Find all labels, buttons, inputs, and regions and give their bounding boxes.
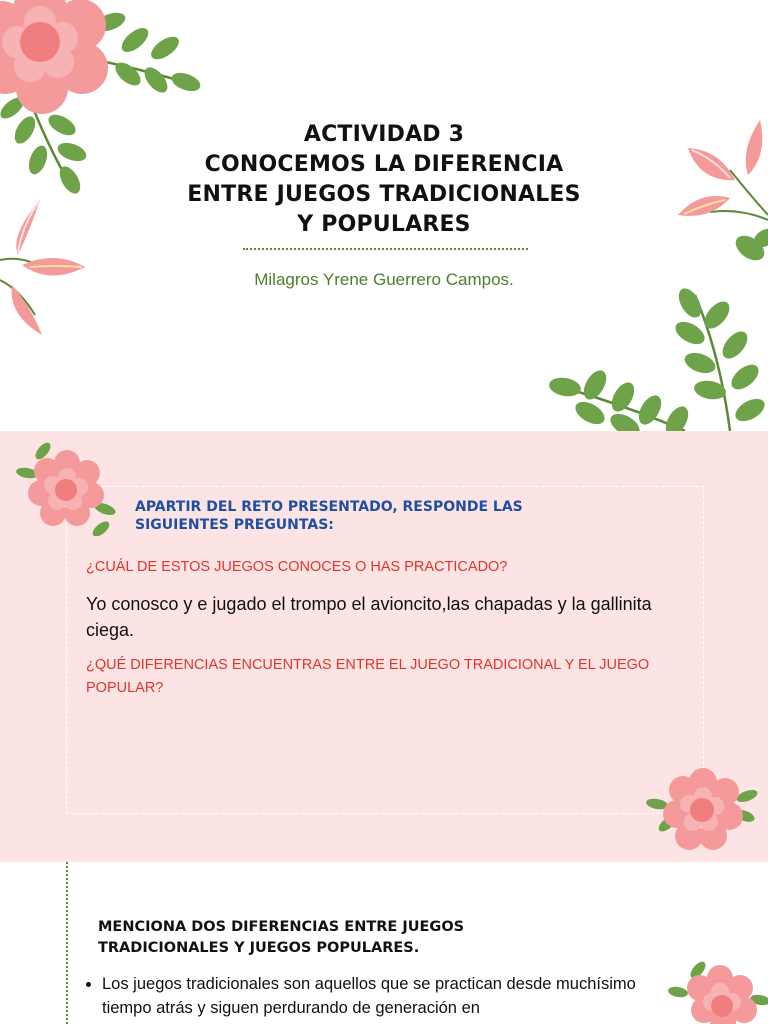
activity-title (100, 120, 668, 240)
questions-heading (135, 498, 635, 534)
answer-1: Yo conosco y e jugado el trompo el avioncito,las chapadas y la gallinita ciega. (86, 594, 652, 640)
lily-left-icon (0, 195, 95, 340)
questions-heading-line-2: SIGUIENTES PREGUNTAS: (135, 517, 334, 533)
questions-slide (0, 431, 768, 862)
title-line-4: Y POPULARES (297, 212, 471, 237)
questions-heading-line-1: APARTIR DEL RETO PRESENTADO, RESPONDE LAS (135, 499, 523, 515)
list-item: • Los juegos tradicionales son aquellos que se practican desde muchísimo tiempo atrás y siguen perdurando de generación en (102, 972, 662, 1020)
flower-icon (645, 766, 760, 856)
differences-slide (0, 862, 768, 1024)
differences-list (84, 972, 662, 1020)
cover-slide (0, 0, 768, 431)
differences-heading (98, 917, 638, 959)
question-1: ¿CUÁL DE ESTOS JUEGOS CONOCES O HAS PRACTICADO? (86, 559, 508, 575)
leaf-branch-bottom-right-icon (545, 285, 768, 431)
dotted-margin-line (66, 862, 68, 1024)
flower-icon (15, 441, 120, 536)
question-2: ¿QUÉ DIFERENCIAS ENCUENTRAS ENTRE EL JUEGO TRADICIONAL Y EL JUEGO POPULAR? (86, 657, 650, 696)
differences-heading-line-2: TRADICIONALES Y JUEGOS POPULARES. (98, 940, 420, 956)
lily-right-icon (670, 120, 768, 270)
author-name: Milagros Yrene Guerrero Campos. (254, 270, 514, 289)
title-line-1: ACTIVIDAD 3 (303, 122, 465, 147)
title-line-3: ENTRE JUEGOS TRADICIONALES (187, 182, 581, 207)
title-line-2: CONOCEMOS LA DIFERENCIA (204, 152, 564, 177)
answer-frame (66, 486, 704, 814)
differences-heading-line-1: MENCIONA DOS DIFERENCIAS ENTRE JUEGOS (98, 919, 465, 935)
title-divider (243, 248, 528, 250)
flower-icon (668, 960, 768, 1024)
